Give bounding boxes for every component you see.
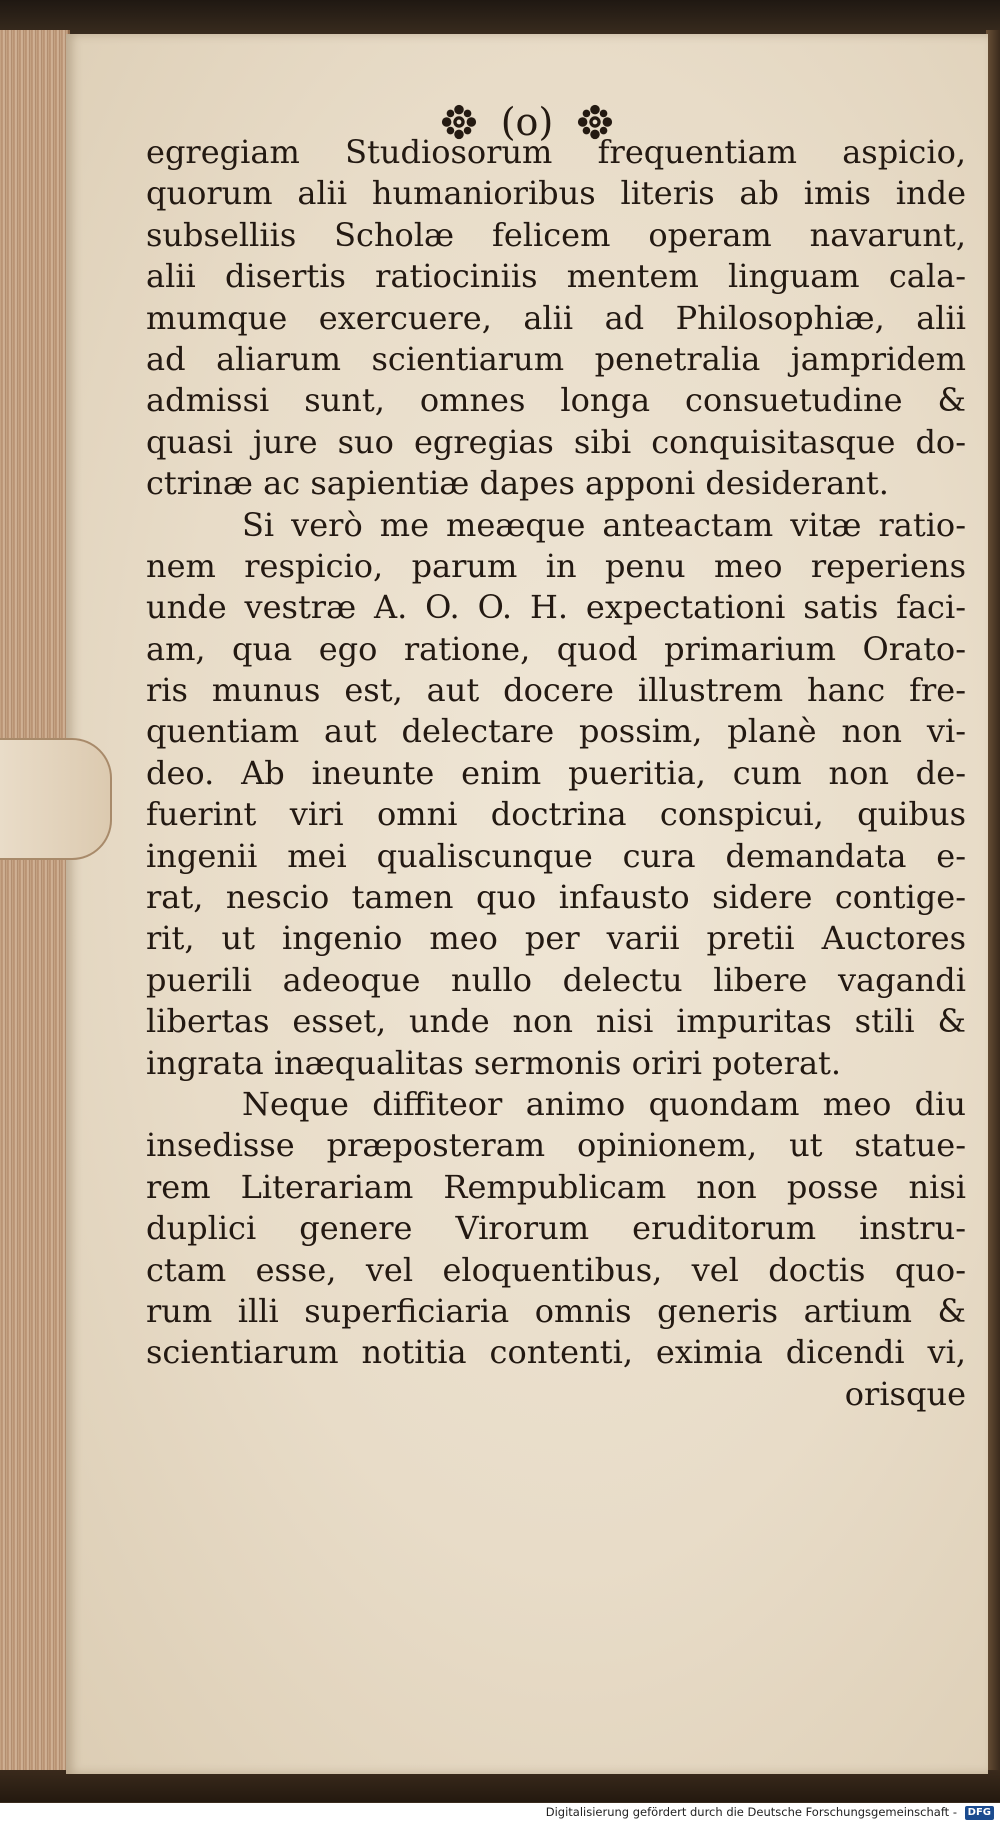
body-text <box>146 132 966 1415</box>
text-line: egregiam Studiosorum frequentiam aspicio, <box>146 133 966 171</box>
paragraph-start-line: Si verò me meæque anteactam vitæ ratio- <box>242 505 966 544</box>
binding-bottom-edge <box>0 1770 1000 1802</box>
funding-credit-text: Digitalisierung gefördert durch die Deutsche Forschungsgemeinschaft - <box>545 1805 957 1819</box>
text-line: ingrata inæqualitas sermonis oriri poterat. <box>146 1043 842 1082</box>
text-line: fuerint viri omni doctrina conspicui, quibus <box>146 795 966 834</box>
text-line: alii disertis ratiociniis mentem linguam cala- <box>146 257 966 296</box>
text-line: rat, nescio tamen quo infausto sidere contige- <box>146 878 966 917</box>
text-line: rem Literariam Rempublicam non posse nisi <box>146 1167 966 1206</box>
page-edge-tab <box>0 738 112 860</box>
text-line: am, qua ego ratione, quod primarium Orato- <box>146 629 966 668</box>
text-line: subselliis Scholæ felicem operam navarunt, <box>146 215 966 254</box>
text-line: ctam esse, vel eloquentibus, vel doctis quo- <box>146 1250 966 1289</box>
text-line: duplici genere Virorum eruditorum instru- <box>146 1209 966 1248</box>
text-line: libertas esset, unde non nisi impuritas stili & <box>146 1002 966 1041</box>
text-line: quentiam aut delectare possim, planè non vi- <box>146 712 966 751</box>
digitization-footer <box>0 1803 1000 1823</box>
dfg-logo-icon: DFG <box>965 1806 994 1820</box>
text-line: admissi sunt, omnes longa consuetudine & <box>146 381 966 420</box>
text-line: insedisse præposteram opinionem, ut statue- <box>146 1126 966 1165</box>
paragraph-start-line: Neque diffiteor animo quondam meo diu <box>242 1084 966 1123</box>
text-line: quorum alii humanioribus literis ab imis inde <box>146 174 966 213</box>
page-number: (o) <box>500 100 554 144</box>
text-line: ingenii mei qualiscunque cura demandata e- <box>146 836 966 875</box>
text-line: nem respicio, parum in penu meo reperiens <box>146 546 966 585</box>
funding-credit <box>546 1805 994 1820</box>
binding-right-edge <box>986 30 1000 1780</box>
binding-top-edge <box>0 0 1000 38</box>
text-line: quasi jure suo egregias sibi conquisitasque do- <box>146 422 966 461</box>
text-line: ris munus est, aut docere illustrem hanc fre- <box>146 671 966 710</box>
text-line: mumque exercuere, alii ad Philosophiæ, alii <box>146 298 966 337</box>
text-line: rit, ut ingenio meo per varii pretii Auctores <box>146 919 966 958</box>
text-line: puerili adeoque nullo delectu libere vagandi <box>146 960 966 999</box>
text-line: scientiarum notitia contenti, eximia dicendi vi, <box>146 1333 966 1372</box>
text-line: deo. Ab ineunte enim pueritia, cum non de- <box>146 753 966 792</box>
catchword: orisque <box>844 1374 966 1413</box>
text-line: ad aliarum scientiarum penetralia jampridem <box>146 339 966 378</box>
text-line: rum illi superficiaria omnis generis artium & <box>146 1291 966 1330</box>
text-line: unde vestræ A. O. O. H. expectationi satis faci- <box>146 588 966 627</box>
page-stack-edges <box>0 30 70 1770</box>
text-line: ctrinæ ac sapientiæ dapes apponi desiderant. <box>146 464 889 503</box>
